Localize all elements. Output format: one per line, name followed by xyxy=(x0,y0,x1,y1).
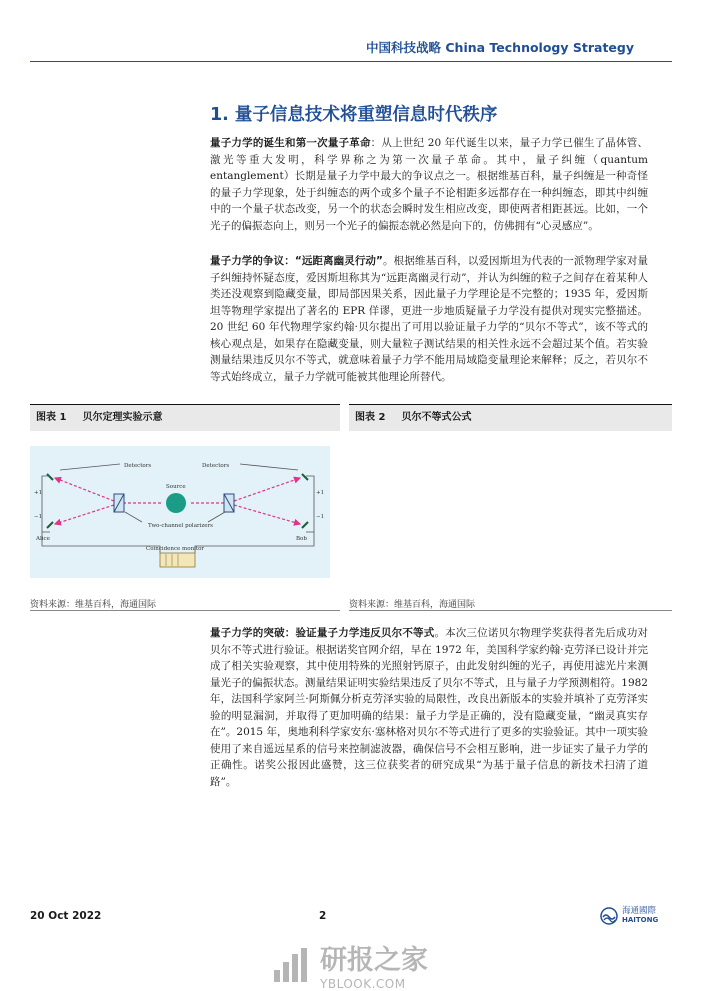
figure-title: 贝尔定理实验示意 xyxy=(82,412,163,423)
bell-experiment-diagram xyxy=(30,446,330,578)
coincidence-monitor-label: Coincidence monitor xyxy=(146,546,205,552)
beam-line xyxy=(234,478,300,501)
detectors-right-label: Detectors xyxy=(202,463,230,469)
paragraph-breakthrough xyxy=(210,625,648,790)
logo-cn-text: 海通國際 xyxy=(622,906,657,916)
wire-line xyxy=(240,464,298,470)
paragraph-lead: 量子力学的诞生和第一次量子革命 xyxy=(210,137,371,149)
watermark-en: YBLOOK.COM xyxy=(320,977,406,991)
logo-en-text: HAITONG xyxy=(622,916,659,924)
watermark-cn: 研报之家 xyxy=(320,945,428,976)
paragraph-lead: 量子力学的突破：验证量子力学违反贝尔不等式 xyxy=(210,627,435,639)
paragraph-birth xyxy=(210,135,648,234)
polarizers-label: Two-channel polarizers xyxy=(148,523,213,529)
paragraph-body: ：从上世纪 20 年代诞生以来，量子力学已催生了晶体管、激光等重大发明，科学界称之为第一次量子革命。其中，量子纠缠（quantum entanglement）长期是量子力学中最大的争议点之一。根据维基百科，量子纠缠是一种奇怪的量子力学现象，处于纠缠态的两个或多个量子不论相距多远都存在一种纠缠态，即其中纠缠中的一个量子状态改变，另一个的状态会瞬时发生相应改变，即使两者相距甚远。比如，一个光子的偏振态向上，则另一个光子的偏振态就必然是向下的，仿佛拥有“心灵感应”。 xyxy=(210,137,648,232)
figure1-source: 资料来源：维基百科，海通国际 xyxy=(30,600,157,610)
beam-line xyxy=(55,478,114,501)
figure2-caption-bar xyxy=(349,404,672,431)
alice-label: Alice xyxy=(36,536,50,542)
plus-one-right-label: +1 xyxy=(316,490,325,496)
detector-icon xyxy=(302,474,308,480)
figure2-source: 资料来源：维基百科，海通国际 xyxy=(349,600,476,610)
minus-one-left-label: −1 xyxy=(34,514,43,520)
wire-line xyxy=(208,512,225,522)
source-label: Source xyxy=(166,484,186,490)
footer-date: 20 Oct 2022 xyxy=(30,910,102,922)
figure2-source-rule xyxy=(349,610,672,611)
header-rule xyxy=(30,61,672,62)
wire-line xyxy=(42,476,50,532)
wire-line xyxy=(42,532,160,553)
haitong-logo-icon xyxy=(600,907,618,925)
beam-line xyxy=(55,505,114,524)
page-number: 2 xyxy=(319,910,327,922)
photon-source-icon xyxy=(166,493,186,513)
paragraph-controversy xyxy=(210,253,648,385)
figure1-source-rule xyxy=(30,610,340,611)
wire-line xyxy=(125,512,142,522)
haitong-logo xyxy=(600,906,658,925)
figure1-caption-bar xyxy=(30,404,340,431)
section-title: 1. 量子信息技术将重塑信息时代秩序 xyxy=(210,105,498,125)
paragraph-body: 。根据维基百科，以爱因斯坦为代表的一派物理学家对量子纠缠持怀疑态度，爱因斯坦称其为“远距离幽灵行动”，并认为纠缠的粒子之间存在着某种人类还没观察到隐藏变量，即局部因果关系，因此量子力学理论是不完整的；1935 年，爱因斯坦等物理学家提出了著名的 EPR 佯谬，更进一步地质疑量子力学没有提供对现实完整描述。20 世纪 60 年代物理学家约翰·贝尔提出了可用以验证量子力学的“贝尔不等式”，该不等式的核心观点是，如果存在隐藏变量，则大量粒子测试结果的相关性永远不会超过某个值。若实验测量结果违反贝尔不等式，就意味着量子力学不能用局域隐变量理论来解释；反之，若贝尔不等式始终成立，量子力学就可能被其他理论所替代。 xyxy=(210,255,648,383)
figure-label: 图表 2 xyxy=(355,412,386,423)
watermark xyxy=(270,938,428,991)
plus-one-left-label: +1 xyxy=(34,490,43,496)
detector-icon xyxy=(302,522,308,528)
detectors-left-label: Detectors xyxy=(124,463,152,469)
wire-line xyxy=(60,464,120,470)
bob-label: Bob xyxy=(296,536,307,542)
bar-chart-icon xyxy=(270,944,312,986)
paragraph-lead: 量子力学的争议：“远距离幽灵行动” xyxy=(210,255,383,267)
paragraph-body: 。本次三位诺贝尔物理学奖获得者先后成功对贝尔不等式进行验证。根据诺奖官网介绍，早在 1972 年，美国科学家约翰·克劳泽已设计并完成了相关实验观察，其中使用特殊的光照射钙原子，由此发射纠缠的光子，再使用滤光片来测量光子的偏振状态。测量结果证明实验结果违反了贝尔不等式，且与量子力学预测相符。1982 年，法国科学家阿兰·阿斯佩分析克劳泽实验的局限性，改良出新版本的实验并填补了克劳泽实验的明显漏洞，并取得了更加明确的结果：量子力学是正确的，没有隐藏变量，“幽灵真实存在”。2015 年，奥地利科学家安东·塞林格对贝尔不等式进行了更多的实验验证。其中一项实验使用了来自遥远星系的信号来控制滤波器，确保信号不会相互影响，进一步证实了量子力学的正确性。诺奖公报因此盛赞，这三位获奖者的研究成果“为基于量子信息的新技术扫清了道路”。 xyxy=(210,627,648,788)
detector-icon xyxy=(47,474,53,480)
beam-line xyxy=(234,505,300,524)
header-brand: 中国科技战略 China Technology Strategy xyxy=(366,40,634,55)
coincidence-monitor-icon xyxy=(160,553,195,567)
figure-title: 贝尔不等式公式 xyxy=(401,412,472,423)
minus-one-right-label: −1 xyxy=(316,514,325,520)
figure-label: 图表 1 xyxy=(36,412,67,423)
detector-icon xyxy=(47,522,53,528)
